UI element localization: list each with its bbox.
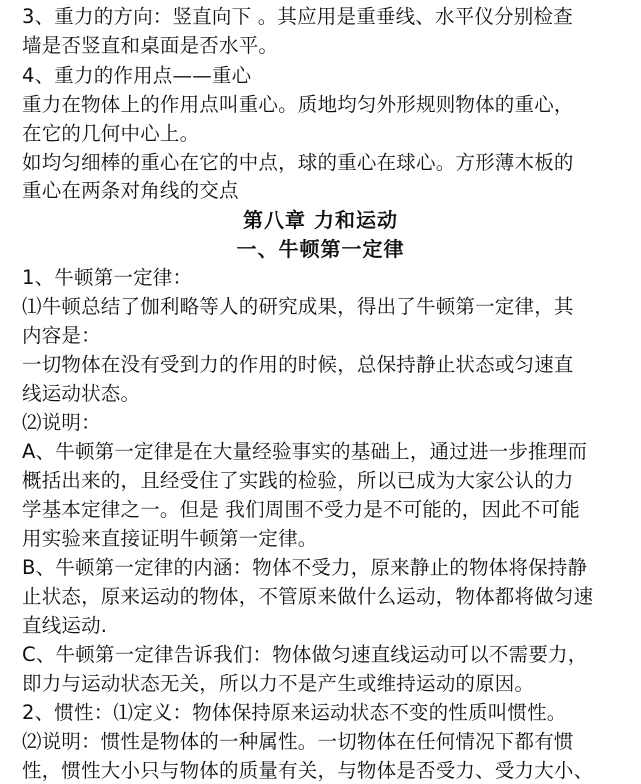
text-line: 重心在两条对角线的交点 (22, 179, 239, 202)
text-line: 直线运动. (22, 614, 108, 637)
text-line: 即力与运动状态无关，所以力不是产生或维持运动的原因。 (22, 672, 535, 695)
text-line: 1、牛顿第一定律： (22, 266, 193, 289)
section-title: 一、牛顿第一定律 (236, 237, 405, 261)
text-line: 4、重力的作用点——重心 (22, 64, 252, 87)
text-line: 如均匀细棒的重心在它的中点，球的重心在球心。方形薄木板的 (22, 151, 574, 174)
text-line: 学基本定律之一。但是 我们周围不受力是不可能的，因此不可能 (22, 498, 580, 521)
text-line: 2、惯性：⑴定义：物体保持原来运动状态不变的性质叫惯性。 (22, 701, 567, 724)
text-line: 概括出来的，且经受住了实践的检验，所以已成为大家公认的力 (22, 469, 574, 492)
text-line: 线运动状态。 (22, 382, 141, 405)
text-line: 一切物体在没有受到力的作用的时候，总保持静止状态或匀速直 (22, 353, 574, 376)
text-line: 性，惯性大小只与物体的质量有关，与物体是否受力、受力大小、 (22, 759, 594, 782)
chapter-title: 第八章 力和运动 (243, 208, 398, 232)
text-line: 在它的几何中心上。 (22, 122, 200, 145)
text-line: 用实验来直接证明牛顿第一定律。 (22, 527, 318, 550)
text-line: 墙是否竖直和桌面是否水平。 (22, 34, 279, 57)
text-line: 重力在物体上的作用点叫重心。质地均匀外形规则物体的重心， (22, 93, 574, 116)
text-line: C、牛顿第一定律告诉我们：物体做匀速直线运动可以不需要力， (22, 643, 588, 666)
text-line: 止状态，原来运动的物体，不管原来做什么运动，物体都将做匀速 (22, 585, 594, 608)
text-line: ⑵说明：惯性是物体的一种属性。一切物体在任何情况下都有惯 (22, 730, 574, 753)
text-line: ⑴牛顿总结了伽利略等人的研究成果，得出了牛顿第一定律，其 (22, 295, 574, 318)
text-line: A、牛顿第一定律是在大量经验事实的基础上，通过进一步推理而 (22, 440, 588, 463)
text-line: 3、重力的方向：竖直向下 。其应用是重垂线、水平仪分别检查 (22, 5, 573, 28)
text-line: ⑵说明： (22, 411, 101, 434)
text-line: B、牛顿第一定律的内涵：物体不受力，原来静止的物体将保持静 (22, 556, 588, 579)
text-line: 内容是： (22, 324, 101, 347)
